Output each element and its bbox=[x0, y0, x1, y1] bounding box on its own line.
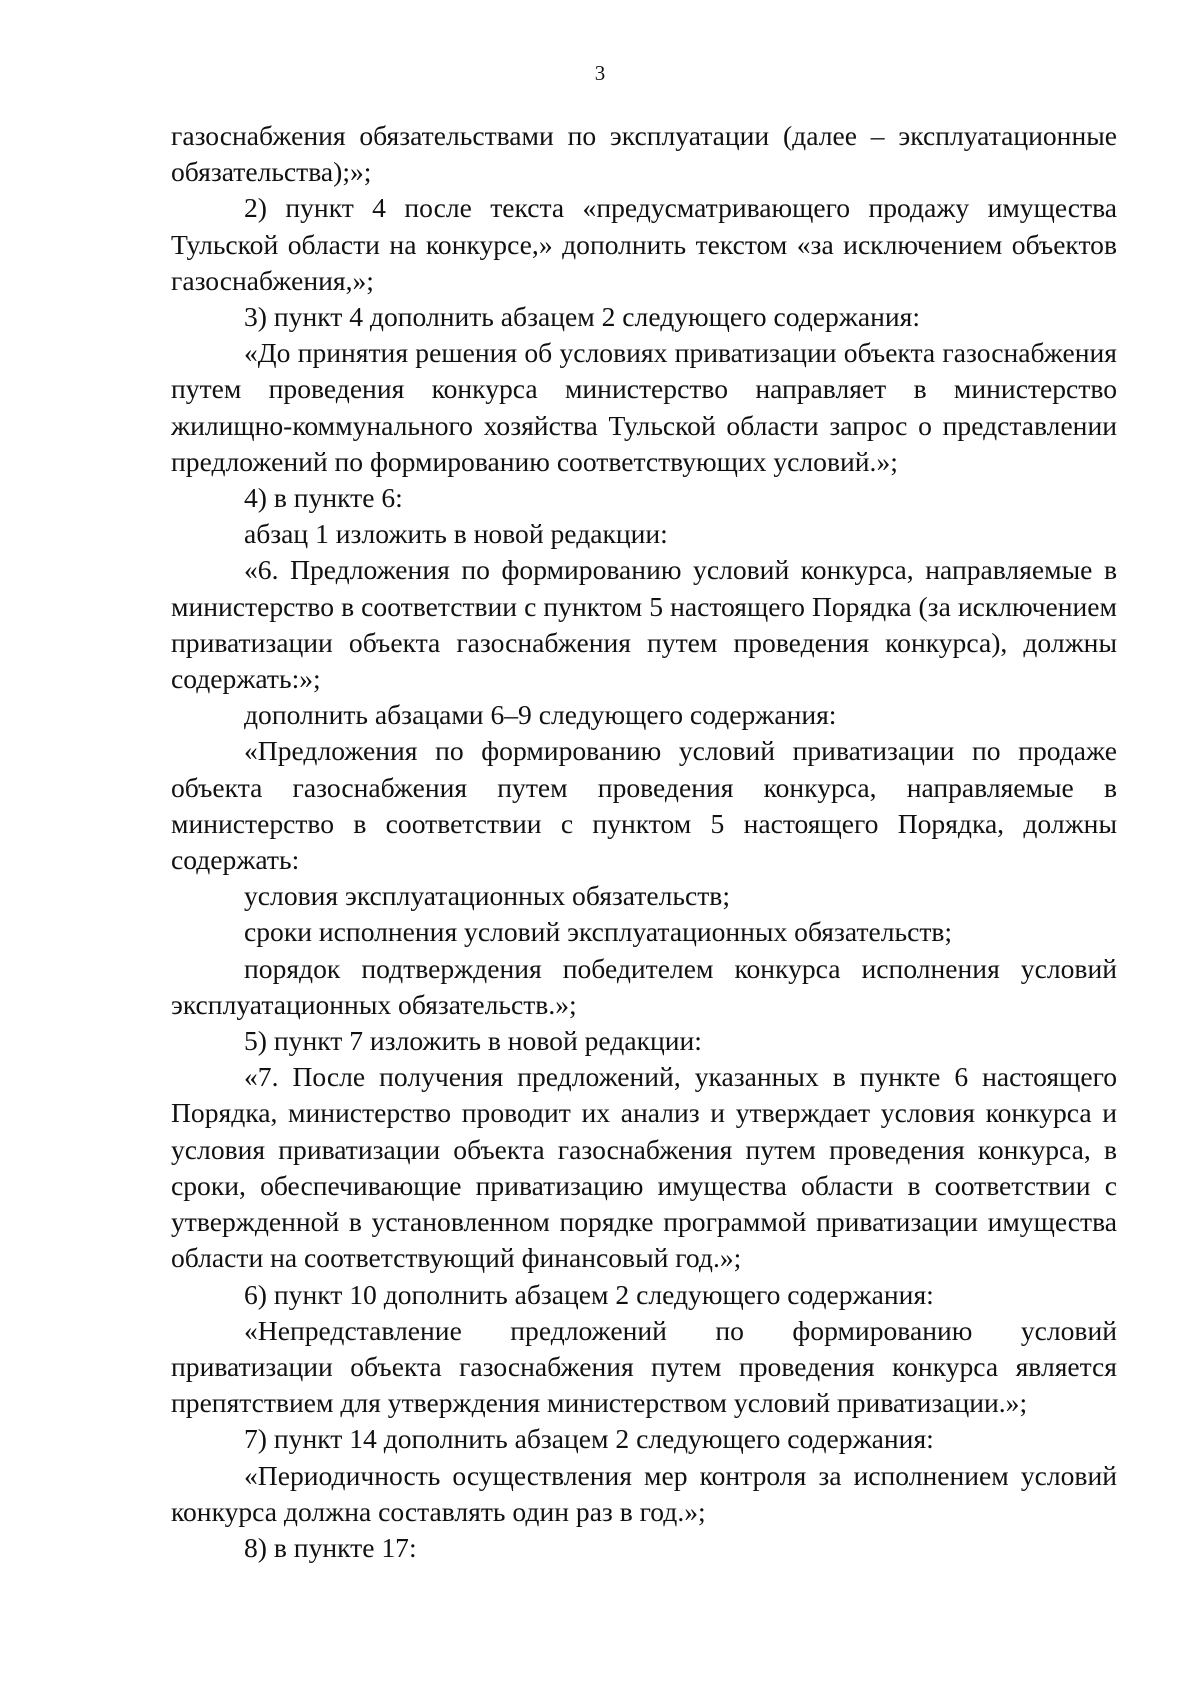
paragraph: «Периодичность осуществления мер контроля за исполнением условий конкурса должна составлять один раз в год.»; bbox=[171, 1459, 1117, 1527]
paragraph: сроки исполнения условий эксплуатационных обязательств; bbox=[244, 916, 953, 948]
paragraph: условия эксплуатационных обязательств; bbox=[244, 880, 730, 912]
paragraph: 2) пункт 4 после текста «предусматривающего продажу имущества Тульской области на конкурсе,» дополнить текстом «за исключением объектов газоснабжения,»; bbox=[171, 192, 1117, 296]
paragraph: «6. Предложения по формированию условий конкурса, направляемые в министерство в соответствии с пунктом 5 настоящего Порядка (за исключением приватизации объекта газоснабжения путем проведения конкурса), должны содержать:»; bbox=[171, 554, 1117, 695]
paragraph: газоснабжения обязательствами по эксплуатации (далее – эксплуатационные обязательства);»; bbox=[171, 120, 1117, 188]
paragraph: 3) пункт 4 дополнить абзацем 2 следующего содержания: bbox=[244, 301, 921, 333]
paragraph: 8) в пункте 17: bbox=[244, 1531, 417, 1563]
page-number: 3 bbox=[594, 61, 606, 85]
paragraph: «До принятия решения об условиях приватизации объекта газоснабжения путем проведения конкурса министерство направляет в министерство жилищно-коммунального хозяйства Тульской области запрос о представлении предложений по формированию соответствующих условий.»; bbox=[171, 337, 1117, 477]
paragraph: «7. После получения предложений, указанных в пункте 6 настоящего Порядка, министерство проводит их анализ и утверждает условия конкурса и условия приватизации объекта газоснабжения путем проведения конкурса, в сроки, обеспечивающие приватизацию имущества области в соответствии с утвержденной в установленном порядке программой приватизации имущества области на соответствующий финансовый год.»; bbox=[171, 1061, 1117, 1274]
paragraph: абзац 1 изложить в новой редакции: bbox=[244, 518, 668, 550]
paragraph: дополнить абзацами 6–9 следующего содержания: bbox=[244, 699, 837, 731]
paragraph: 7) пункт 14 дополнить абзацем 2 следующего содержания: bbox=[244, 1423, 934, 1455]
document-body bbox=[171, 118, 1117, 1566]
paragraph: 6) пункт 10 дополнить абзацем 2 следующего содержания: bbox=[244, 1278, 934, 1310]
paragraph: «Предложения по формированию условий приватизации по продаже объекта газоснабжения путем проведения конкурса, направляемые в министерство в соответствии с пунктом 5 настоящего Порядка, должны содержать: bbox=[171, 735, 1117, 876]
paragraph: «Непредставление предложений по формированию условий приватизации объекта газоснабжения путем проведения конкурса является препятствием для утверждения министерством условий приватизации.»; bbox=[171, 1314, 1117, 1419]
paragraph: 5) пункт 7 изложить в новой редакции: bbox=[244, 1025, 702, 1057]
paragraph: 4) в пункте 6: bbox=[244, 482, 403, 514]
paragraph: порядок подтверждения победителем конкурса исполнения условий эксплуатационных обязательств.»; bbox=[171, 952, 1117, 1020]
